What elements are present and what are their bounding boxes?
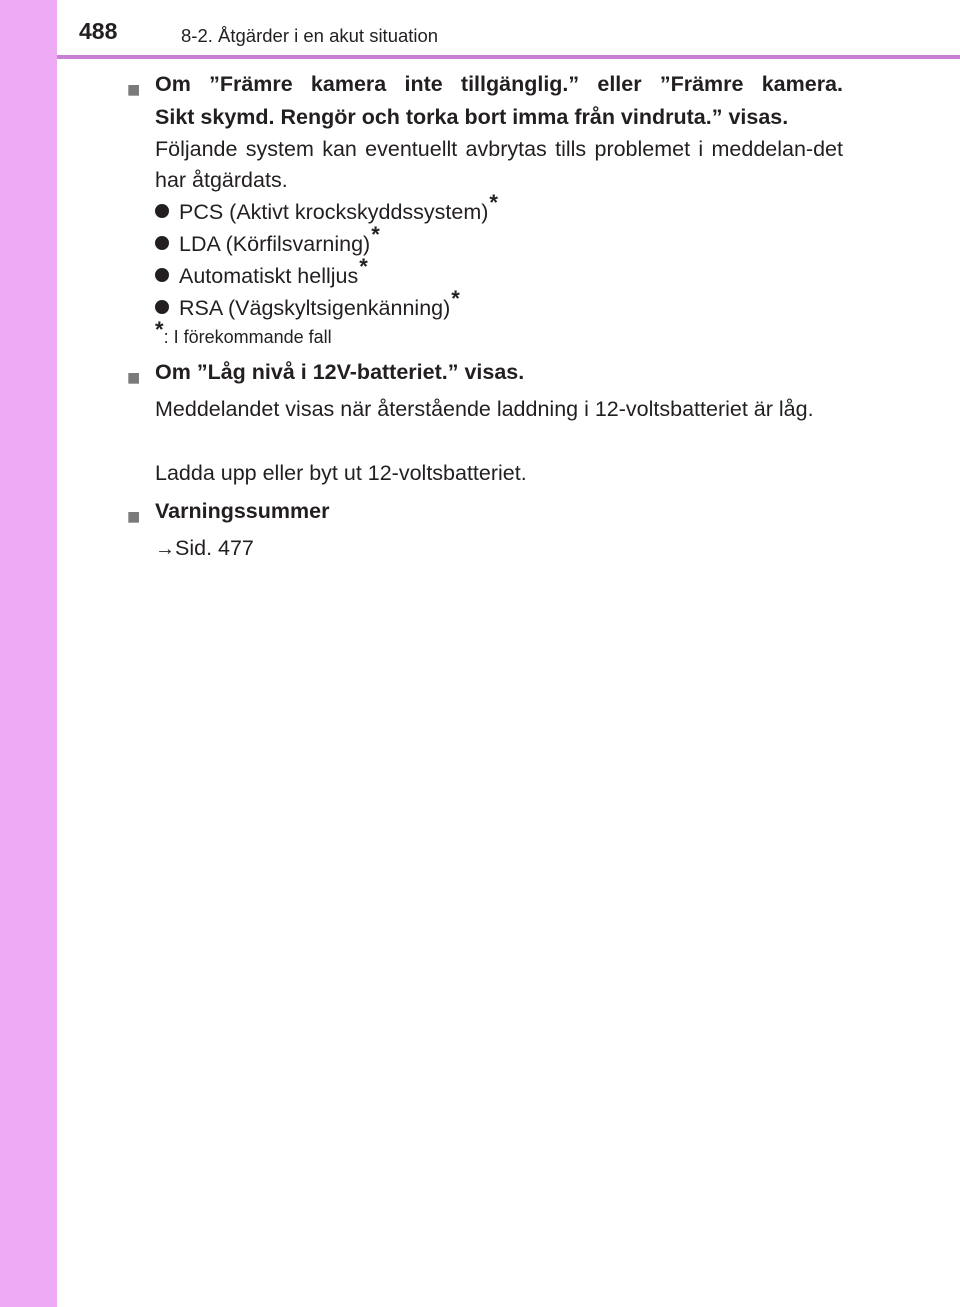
heading-front-camera-line1: Om ”Främre kamera inte tillgänglig.” eller ”Främre kamera. xyxy=(155,72,843,96)
page-reference-link[interactable]: Sid. 477 xyxy=(175,536,254,560)
heading-front-camera-line2: Sikt skymd. Rengör och torka bort imma från vindruta.” visas. xyxy=(155,105,789,129)
list-item-label: LDA (Körfilsvarning) xyxy=(179,232,371,256)
list-item-rsa xyxy=(155,286,460,324)
right-arrow-icon: → xyxy=(155,538,175,560)
footnote-asterisk: * xyxy=(155,317,164,342)
round-bullet-icon xyxy=(155,268,169,282)
list-item-label: Automatiskt helljus xyxy=(179,264,359,288)
page-reference xyxy=(155,533,843,565)
round-bullet-icon xyxy=(155,300,169,314)
list-item-label: RSA (Vägskyltsigenkänning) xyxy=(179,296,451,320)
paragraph-battery-message: Meddelandet visas när återstående laddning i 12-voltsbatteriet är låg. xyxy=(155,397,814,421)
round-bullet-icon xyxy=(155,204,169,218)
asterisk-marker: * xyxy=(371,222,380,247)
heading-front-camera xyxy=(127,68,843,134)
heading-low-12v-battery xyxy=(127,356,843,389)
square-bullet-icon: ■ xyxy=(127,365,141,390)
asterisk-marker: * xyxy=(359,254,368,279)
asterisk-marker: * xyxy=(451,286,460,311)
footnote xyxy=(155,317,332,349)
list-item-pcs xyxy=(155,190,498,228)
footnote-text: : I förekommande fall xyxy=(163,327,332,347)
paragraph-battery-action: Ladda upp eller byt ut 12-voltsbatteriet. xyxy=(155,461,527,485)
heading-warning-buzzer xyxy=(127,495,843,528)
list-item-label: PCS (Aktivt krockskyddssystem) xyxy=(179,200,489,224)
round-bullet-icon xyxy=(155,236,169,250)
list-item-lda xyxy=(155,222,380,260)
section-title: 8-2. Åtgärder i en akut situation xyxy=(181,25,439,46)
page-number: 488 xyxy=(79,18,118,44)
square-bullet-icon: ■ xyxy=(127,504,141,529)
asterisk-marker: * xyxy=(489,190,498,215)
heading-warning-buzzer-label: Varningssummer xyxy=(155,499,330,523)
list-item-auto-high-beam xyxy=(155,254,368,292)
square-bullet-icon: ■ xyxy=(127,77,141,102)
paragraph-systems-may-stop: Följande system kan eventuellt avbrytas tills problemet i meddelan-det har åtgärdats. xyxy=(155,137,843,192)
heading-low-12v-battery-label: Om ”Låg nivå i 12V-batteriet.” visas. xyxy=(155,360,525,384)
